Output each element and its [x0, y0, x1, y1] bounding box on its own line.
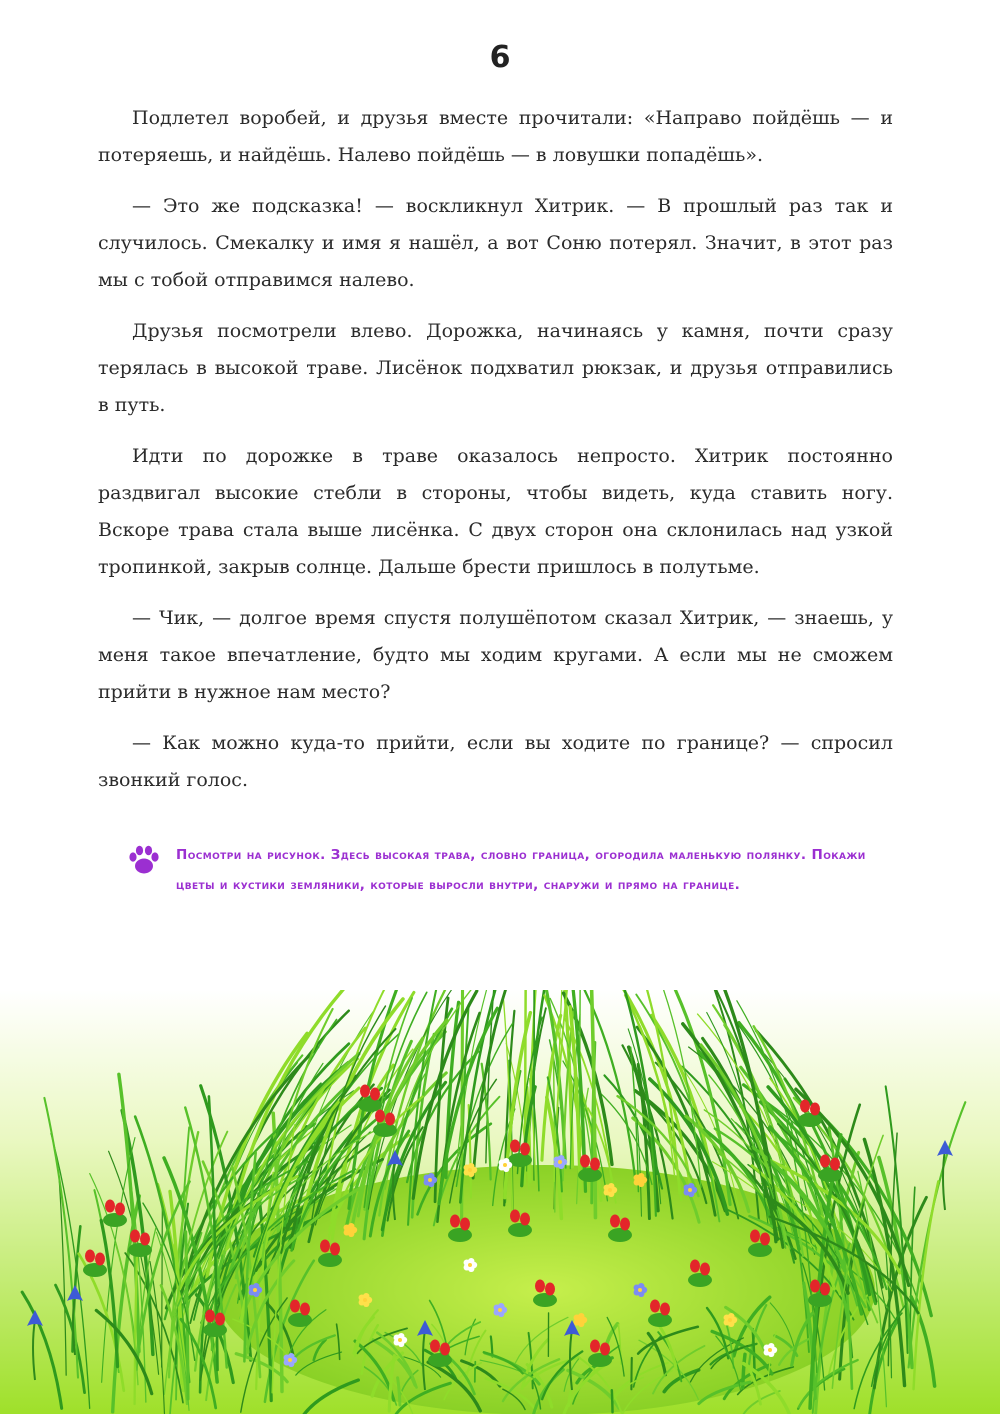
grass-blade [475, 1362, 476, 1382]
paragraph: Подлетел воробей, и друзья вместе прочитали: «Направо пойдёшь — и потеряешь, и найдёшь. Налево пойдёшь — в ловушки попадёшь». [98, 107, 893, 166]
paragraph: Идти по дорожке в траве оказалось непросто. Хитрик постоянно раздвигал высокие стебли в стороны, чтобы видеть, куда ставить ногу. Вскоре трава стала выше лисёнка. С двух сторон она склонилась над узкой тропинкой, закрыв солнце. Дальше брести пришлось в полутьме. [98, 445, 893, 578]
grass-blade [612, 1390, 613, 1412]
task-hint [126, 840, 896, 900]
hint-text: Посмотри на рисунок. Здесь высокая трава, словно граница, огородила маленькую полянку. Покажи цветы и кустики земляники, которые выросли внутри, снаружи и прямо на границе. [176, 847, 866, 893]
paw-print-icon [126, 842, 162, 878]
paragraph: — Как можно куда-то прийти, если вы ходите по границе? — спросил звонкий голос. [98, 732, 893, 791]
paragraph: Друзья посмотрели влево. Дорожка, начинаясь у камня, почти сразу терялась в высокой траве. Лисёнок подхватил рюкзак, и друзья отправились в путь. [98, 320, 893, 416]
paragraph: — Это же подсказка! — воскликнул Хитрик. — В прошлый раз так и случилось. Смекалку и имя я нашёл, а вот Соню потерял. Значит, в этот раз мы с тобой отправимся налево. [98, 195, 893, 291]
grass-meadow-illustration [0, 990, 1000, 1414]
grass-blade [162, 1198, 163, 1367]
story-text [98, 100, 893, 813]
paragraph: — Чик, — долгое время спустя полушёпотом сказал Хитрик, — знаешь, у меня такое впечатление, будто мы ходим кругами. А если мы не сможем прийти в нужное нам место? [98, 607, 893, 703]
page-number: 6 [489, 40, 511, 75]
